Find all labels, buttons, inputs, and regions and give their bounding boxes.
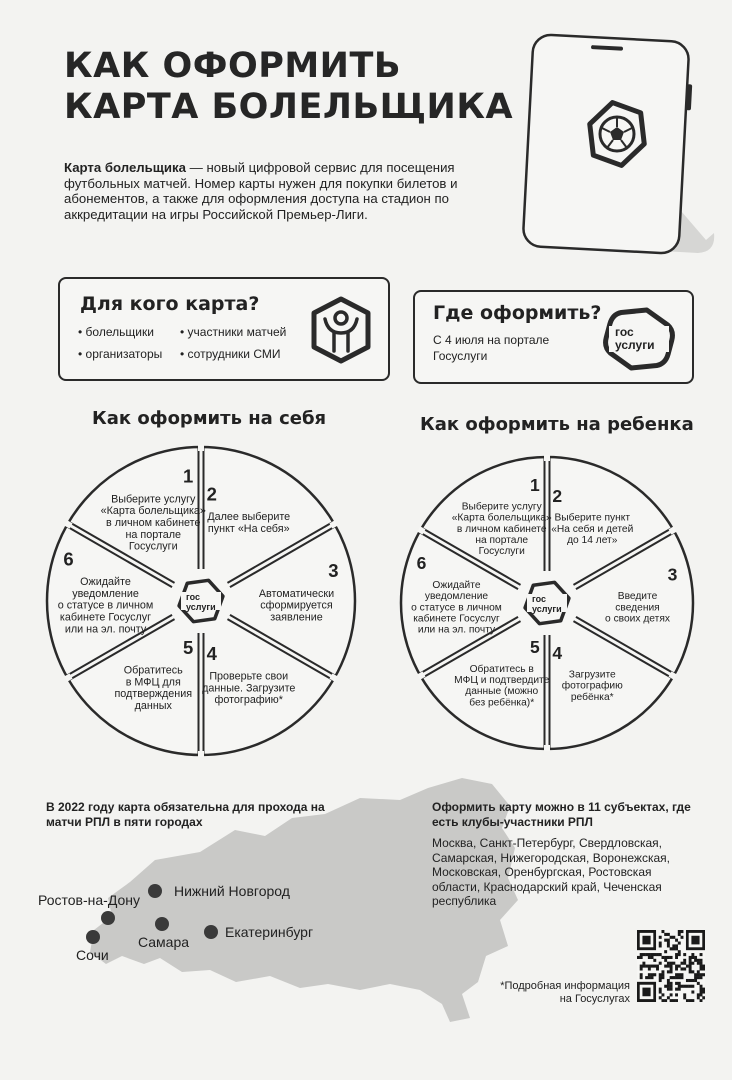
fan-icon: [306, 295, 376, 365]
step-2-text-line: пункт «На себя»: [207, 522, 290, 535]
step-2-text-line: Выберите пункт: [554, 512, 631, 524]
step-number-1: 1: [183, 465, 194, 487]
step-5-text-line: Обратитесь в: [469, 663, 534, 675]
logo-line-2: услуги: [615, 338, 655, 352]
step-6-text-line: или на эл. почту: [417, 624, 496, 636]
step-1-text-line: «Карта болельщика»: [100, 505, 206, 518]
step-5-text-line: данные (можно: [465, 686, 539, 698]
step-3-text-line: Автоматически: [258, 587, 335, 600]
step-number-6: 6: [416, 553, 427, 574]
city-dot-rostov: [101, 911, 115, 925]
step-6-text-line: кабинете Госуслуг: [59, 611, 152, 624]
step-3-text-line: Введите: [617, 591, 658, 603]
qr-code[interactable]: [637, 930, 705, 1002]
footnote-line-1: *Подробная информация: [500, 980, 630, 992]
step-1-text-line: в личном кабинете: [456, 523, 547, 535]
step-6-text-line: или на эл. почту: [64, 623, 147, 636]
step-2-text-line: Далее выберите: [207, 511, 291, 524]
city-sochi: Сочи: [76, 947, 109, 963]
step-4-text-line: Загрузите: [568, 669, 616, 681]
step-5-text-line: в МФЦ для: [125, 676, 181, 689]
step-6-text-line: уведомление: [424, 591, 489, 603]
step-4-text-line: ребёнка*: [570, 691, 614, 703]
step-5-text-line: подтверждения: [114, 688, 193, 701]
step-1-text-line: на портале: [125, 528, 182, 541]
title-line-2: КАРТА БОЛЕЛЬЩИКА: [64, 87, 514, 127]
step-number-6: 6: [63, 548, 74, 570]
phone-illustration: [518, 28, 723, 258]
where-text: С 4 июля на портале Госуслуги: [433, 333, 550, 363]
step-6-text-line: Ожидайте: [432, 579, 481, 591]
step-1-text-line: в личном кабинете: [106, 516, 201, 529]
city-dot-nizhny: [148, 884, 162, 898]
step-1-text-line: Госуслуги: [478, 546, 525, 558]
step-number-5: 5: [529, 637, 540, 658]
step-3-text-line: сформируется: [260, 599, 333, 612]
center-logo-line-2: услуги: [186, 602, 216, 612]
gosuslugi-center-logo: [519, 575, 575, 631]
step-number-3: 3: [328, 560, 339, 582]
who-item-fans: • болельщики: [78, 325, 154, 339]
step-3-text-line: заявление: [270, 611, 323, 624]
who-item-media: • сотрудники СМИ: [180, 347, 281, 361]
child-steps-wheel: [397, 450, 697, 756]
step-4-text-line: Проверьте свои: [209, 670, 289, 683]
step-5-text-line: без ребёнка)*: [469, 697, 535, 709]
where-heading: Где оформить?: [433, 302, 602, 324]
step-2-text-line: до 14 лет»: [567, 535, 618, 547]
regions-text: Москва, Санкт-Петербург, Свердловская, Самарская, Нижегородская, Воронежская, Московская, Оренбургская, Ростовская области, Краснодарский край, Чеченская республика: [432, 836, 670, 908]
phone-body: [523, 34, 690, 254]
who-item-participants: • участники матчей: [180, 325, 286, 339]
step-number-4: 4: [552, 642, 563, 663]
step-1-text-line: «Карта болельщика»: [451, 512, 552, 524]
step-number-5: 5: [183, 636, 194, 658]
step-6-text-line: о статусе в личном: [57, 599, 154, 612]
title-line-1: КАК ОФОРМИТЬ: [64, 46, 402, 86]
map-heading: В 2022 году карта обязательна для прохода на матчи РПЛ в пяти городах: [46, 800, 325, 829]
self-heading: Как оформить на себя: [92, 408, 327, 429]
step-number-4: 4: [206, 642, 217, 664]
center-logo-line-1: гос: [186, 592, 201, 602]
step-6-text-line: о статусе в личном: [411, 602, 502, 614]
gosuslugi-logo: [601, 304, 677, 374]
step-1-text-line: Выберите услугу: [111, 493, 196, 506]
city-ekaterinburg: Екатеринбург: [225, 924, 314, 940]
step-5-text-line: данных: [134, 700, 172, 713]
step-5-text-line: МФЦ и подтвердите: [454, 675, 550, 687]
page-title: [64, 46, 514, 128]
city-dot-samara: [155, 917, 169, 931]
step-1-text-line: на портале: [475, 535, 529, 547]
step-5-text-line: Обратитесь: [123, 664, 183, 677]
self-steps-wheel: [43, 443, 359, 759]
intro-text: [64, 160, 514, 222]
step-number-1: 1: [529, 474, 540, 495]
intro-body: — новый цифровой сервис для посещения футбольных матчей. Номер карты нужен для покупки билетов и абонементов, а также для оформления доступа на стадион по аккредитации на игры Российской Премьер-Лиги.: [64, 160, 458, 222]
step-4-text-line: данные. Загрузите: [202, 682, 296, 695]
step-number-2: 2: [206, 483, 217, 505]
city-nizhny: Нижний Новгород: [174, 883, 290, 899]
step-number-3: 3: [667, 564, 678, 585]
footnote-line-2: на Госуслугах: [559, 993, 630, 1005]
child-heading: Как оформить на ребенка: [420, 414, 694, 435]
step-2-text-line: «На себя и детей: [551, 523, 634, 535]
step-6-text-line: уведомление: [72, 587, 139, 600]
step-1-text-line: Выберите услугу: [461, 501, 542, 513]
step-4-text-line: фотографию*: [214, 694, 283, 707]
step-3-text-line: о своих детях: [605, 613, 670, 625]
center-logo-line-1: гос: [532, 594, 547, 604]
city-rostov: Ростов-на-Дону: [38, 892, 140, 908]
intro-bold: Карта болельщика: [64, 160, 186, 175]
city-samara: Самара: [138, 934, 190, 950]
step-4-text-line: фотографию: [561, 680, 623, 692]
step-6-text-line: кабинете Госуслуг: [413, 613, 500, 625]
logo-line-1: гос: [615, 325, 634, 339]
step-3-text-line: сведения: [615, 602, 660, 614]
footnote: [470, 980, 630, 1006]
gosuslugi-center-logo: [173, 573, 229, 629]
step-1-text-line: Госуслуги: [128, 540, 178, 553]
where-box: [413, 290, 694, 384]
regions-heading: Оформить карту можно в 11 субъектах, где есть клубы-участники РПЛ: [432, 800, 691, 829]
city-dot-ekaterinburg: [204, 925, 218, 939]
who-item-organizers: • организаторы: [78, 347, 162, 361]
who-box: [58, 277, 390, 381]
step-number-2: 2: [552, 485, 563, 506]
step-6-text-line: Ожидайте: [80, 576, 131, 589]
center-logo-line-2: услуги: [532, 604, 562, 614]
city-dot-sochi: [86, 930, 100, 944]
who-heading: Для кого карта?: [80, 293, 260, 315]
